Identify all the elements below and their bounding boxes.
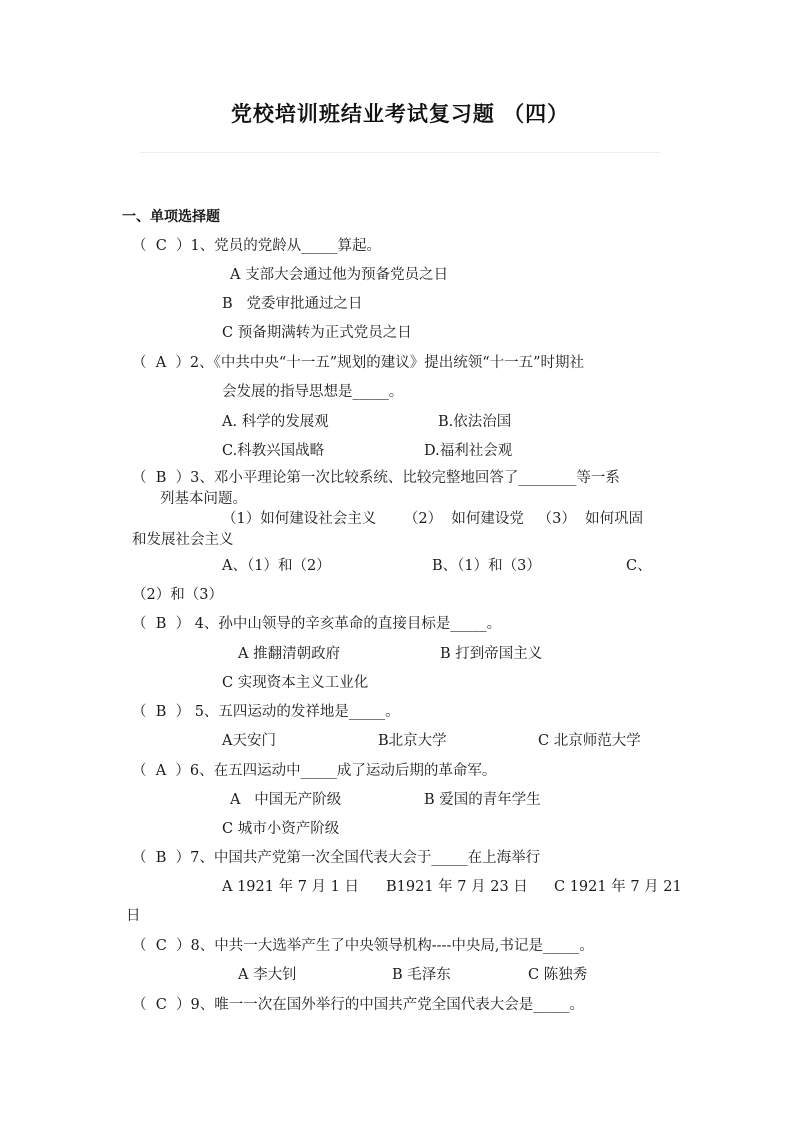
question-2: （ A ）2、《中共中央“十一五”规划的建议》提出统领“十一五”时期社: [132, 355, 585, 371]
q6-option-c: C 城市小资产阶级: [222, 821, 340, 837]
q3-option-b: B、（1）和（3）: [432, 558, 541, 574]
q6-option-b: B 爱国的青年学生: [424, 792, 541, 808]
question-8: （ C ）8、中共一大选举产生了中央领导机构----中央局,书记是_____。: [132, 938, 594, 954]
q7-option-a: A 1921 年 7 月 1 日: [222, 879, 359, 895]
title-divider: [140, 152, 660, 153]
q4-option-b: B 打到帝国主义: [440, 646, 543, 662]
question-5: （ B ） 5、五四运动的发祥地是_____。: [132, 704, 400, 720]
q4-option-a: A 推翻清朝政府: [238, 646, 341, 662]
q3-option-c: C、: [626, 558, 652, 574]
q7-option-c: C 1921 年 7 月 21: [554, 879, 682, 895]
q5-option-a: A天安门: [222, 733, 276, 749]
q1-option-a: A 支部大会通过他为预备党员之日: [230, 267, 449, 283]
q7-option-c-cont: 日: [126, 908, 141, 924]
page-title: 党校培训班结业考试复习题 （四）: [230, 102, 570, 126]
q8-option-b: B 毛泽东: [392, 967, 451, 983]
q2-option-c: C.科教兴国战略: [222, 443, 325, 459]
q3-statements-cont: 和发展社会主义: [132, 532, 234, 548]
q7-option-b: B1921 年 7 月 23 日: [386, 879, 528, 895]
question-6: （ A ）6、在五四运动中_____成了运动后期的革命军。: [132, 763, 497, 779]
q8-option-c: C 陈独秀: [528, 967, 588, 983]
question-4: （ B ） 4、孙中山领导的辛亥革命的直接目标是_____。: [132, 616, 502, 632]
q8-option-a: A 李大钊: [238, 967, 297, 983]
q2-option-b: B.依法治国: [438, 414, 512, 430]
q5-option-b: B北京大学: [378, 733, 447, 749]
q3-statements: （1）如何建设社会主义 （2） 如何建设党 （3） 如何巩固: [222, 511, 644, 527]
q6-option-a: A 中国无产阶级: [230, 792, 342, 808]
section-heading: 一、单项选择题: [122, 209, 220, 225]
q5-option-c: C 北京师范大学: [538, 733, 641, 749]
q1-option-c: C 预备期满转为正式党员之日: [222, 325, 412, 341]
question-3: （ B ）3、邓小平理论第一次比较系统、比较完整地回答了________等一系: [132, 470, 620, 486]
q4-option-c: C 实现资本主义工业化: [222, 675, 369, 691]
q2-option-a: A. 科学的发展观: [222, 414, 329, 430]
q2-option-d: D.福利社会观: [424, 443, 513, 459]
q1-option-b: B 党委审批通过之日: [222, 296, 363, 312]
question-2-cont: 会发展的指导思想是_____。: [222, 384, 404, 400]
question-3-cont: 列基本问题。: [160, 491, 247, 507]
q3-option-c-cont: （2）和（3）: [132, 587, 223, 603]
question-7: （ B ）7、中国共产党第一次全国代表大会于_____在上海举行: [132, 850, 541, 866]
q3-option-a: A、（1）和（2）: [222, 558, 331, 574]
question-9: （ C ）9、唯一一次在国外举行的中国共产党全国代表大会是_____。: [132, 997, 585, 1013]
question-1: （ C ）1、党员的党龄从_____算起。: [132, 238, 382, 254]
